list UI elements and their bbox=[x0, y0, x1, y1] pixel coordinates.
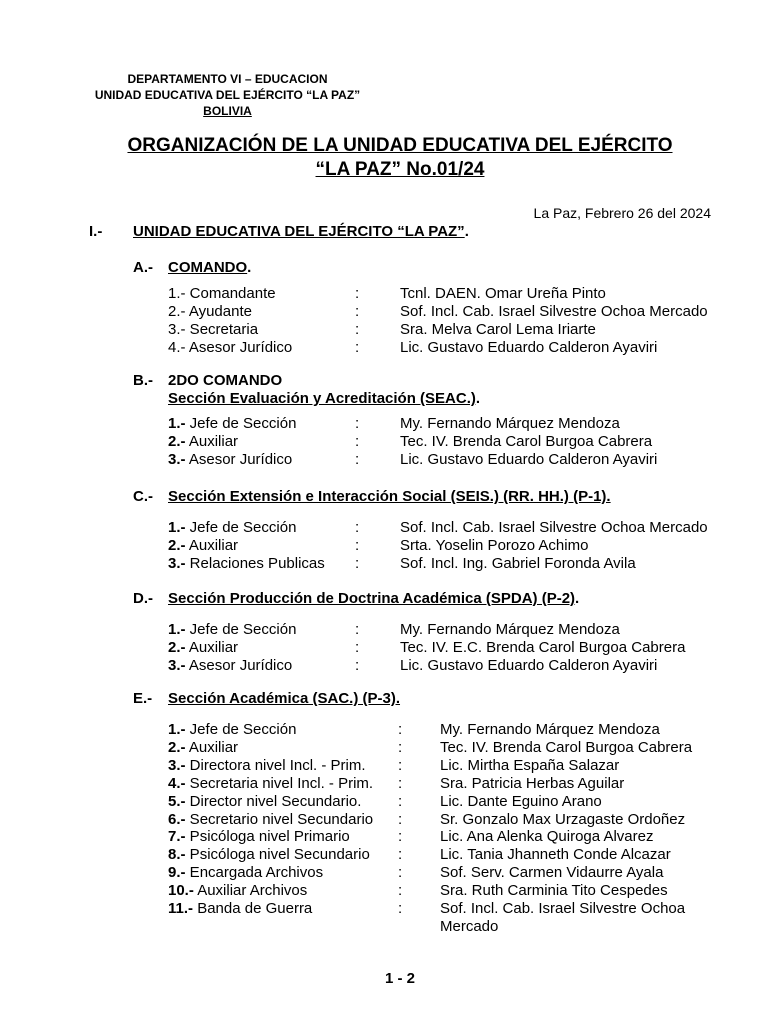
list-item-person: Sof. Incl. Cab. Israel Silvestre Ochoa Mercado bbox=[400, 303, 708, 320]
list-item-label bbox=[168, 864, 323, 882]
section-e-letter: E.- bbox=[133, 690, 153, 707]
list-item-number: 3.- bbox=[168, 321, 186, 338]
list-item-label bbox=[168, 285, 276, 303]
list-item-role: Secretaria nivel Incl. - Prim. bbox=[185, 774, 374, 792]
list-item-role: Secretaria bbox=[185, 321, 259, 338]
list-item-separator: : bbox=[355, 339, 360, 356]
section-c-letter: C.- bbox=[133, 488, 153, 505]
section-a-title bbox=[168, 259, 251, 276]
list-item-number: 6.- bbox=[168, 810, 186, 828]
list-item-person: Sof. Incl. Cab. Israel Silvestre Ochoa Mercado bbox=[440, 900, 686, 935]
section-a-title-text: COMANDO bbox=[168, 259, 248, 276]
list-item-label bbox=[168, 811, 373, 829]
list-item-number: 2.- bbox=[168, 537, 186, 554]
list-item-label bbox=[168, 621, 296, 639]
section-b-subtitle bbox=[168, 390, 480, 407]
list-item-person: Sof. Incl. Cab. Israel Silvestre Ochoa Mercado bbox=[400, 519, 708, 536]
list-item-separator: : bbox=[398, 882, 403, 900]
list-item-person: Lic. Dante Eguino Arano bbox=[440, 792, 602, 810]
list-item-number: 1.- bbox=[168, 621, 186, 638]
list-item-role: Asesor Jurídico bbox=[185, 657, 293, 674]
list-item-separator: : bbox=[355, 555, 360, 572]
header-department: DEPARTAMENTO VI – EDUCACION bbox=[127, 72, 328, 86]
list-item-number: 3.- bbox=[168, 555, 186, 572]
list-item bbox=[168, 811, 748, 829]
list-item-person: Srta. Yoselin Porozo Achimo bbox=[400, 537, 589, 554]
list-item-role: Jefe de Sección bbox=[185, 519, 297, 536]
list-item bbox=[168, 828, 748, 846]
list-item-separator: : bbox=[355, 657, 360, 674]
list-item-role: Jefe de Sección bbox=[185, 415, 297, 432]
list-item-label bbox=[168, 537, 238, 555]
list-item-label bbox=[168, 451, 292, 469]
list-item-label bbox=[168, 828, 350, 846]
list-item-number: 3.- bbox=[168, 657, 186, 674]
list-item bbox=[168, 451, 748, 469]
list-item-label bbox=[168, 657, 292, 675]
section-d-title bbox=[168, 590, 579, 607]
list-item-role: Auxiliar bbox=[185, 433, 239, 450]
list-item-separator: : bbox=[398, 900, 403, 917]
list-item-role: Psicóloga nivel Secundario bbox=[185, 846, 370, 864]
list-item-label bbox=[168, 757, 366, 775]
list-item-separator: : bbox=[398, 810, 403, 828]
part-number: I.- bbox=[89, 223, 103, 240]
list-item-separator: : bbox=[398, 846, 403, 864]
header-country: BOLIVIA bbox=[203, 104, 252, 118]
list-item-role: Jefe de Sección bbox=[185, 721, 297, 738]
list-item bbox=[168, 900, 748, 935]
list-item-label bbox=[168, 433, 238, 451]
list-item-person: My. Fernando Márquez Mendoza bbox=[400, 415, 620, 432]
list-item-separator: : bbox=[355, 285, 360, 302]
list-item-separator: : bbox=[355, 639, 360, 656]
list-item-label bbox=[168, 415, 296, 433]
list-item-person: Sr. Gonzalo Max Urzagaste Ordoñez bbox=[440, 810, 686, 828]
list-item-person: Sra. Melva Carol Lema Iriarte bbox=[400, 321, 596, 338]
list-item-role: Secretario nivel Secundario bbox=[185, 810, 374, 828]
section-b-letter: B.- bbox=[133, 372, 153, 389]
list-item-number: 3.- bbox=[168, 756, 186, 774]
list-item-number: 7.- bbox=[168, 828, 186, 846]
list-item-number: 1.- bbox=[168, 285, 186, 302]
section-d-title-period: . bbox=[575, 590, 580, 607]
list-item-label bbox=[168, 321, 258, 339]
list-item-separator: : bbox=[398, 864, 403, 882]
list-item-person: My. Fernando Márquez Mendoza bbox=[440, 721, 660, 738]
list-item-person: Lic. Gustavo Eduardo Calderon Ayaviri bbox=[400, 657, 658, 674]
list-item-person: Sof. Incl. Ing. Gabriel Foronda Avila bbox=[400, 555, 636, 572]
list-item-separator: : bbox=[355, 519, 360, 536]
list-item-separator: : bbox=[398, 756, 403, 774]
list-item-number: 2.- bbox=[168, 433, 186, 450]
list-item-label bbox=[168, 303, 252, 321]
list-item bbox=[168, 793, 748, 811]
list-item bbox=[168, 657, 748, 675]
list-item-label bbox=[168, 793, 361, 811]
list-item-separator: : bbox=[355, 433, 360, 450]
list-item-role: Asesor Jurídico bbox=[185, 451, 293, 468]
section-e-title: Sección Académica (SAC.) (P-3). bbox=[168, 690, 401, 707]
list-item-person: Lic. Ana Alenka Quiroga Alvarez bbox=[440, 828, 654, 846]
list-item-label bbox=[168, 339, 292, 357]
list-item-number: 10.- bbox=[168, 882, 194, 900]
section-d-title-text: Sección Producción de Doctrina Académica (SPDA) (P-2) bbox=[168, 590, 576, 607]
list-item bbox=[168, 846, 748, 864]
list-item-person: Sof. Serv. Carmen Vidaurre Ayala bbox=[440, 864, 664, 882]
list-item-role: Auxiliar bbox=[185, 738, 239, 756]
list-item bbox=[168, 519, 748, 537]
list-item-role: Ayudante bbox=[185, 303, 252, 320]
list-item-role: Banda de Guerra bbox=[193, 900, 313, 917]
list-item-separator: : bbox=[355, 303, 360, 320]
list-item bbox=[168, 639, 748, 657]
list-item bbox=[168, 537, 748, 555]
list-item-role: Auxiliar bbox=[185, 537, 239, 554]
list-item-person: Lic. Tania Jhanneth Conde Alcazar bbox=[440, 846, 671, 864]
list-item-label bbox=[168, 775, 373, 793]
list-item-label bbox=[168, 739, 238, 757]
part-title bbox=[133, 223, 469, 240]
section-c-title: Sección Extensión e Interacción Social (SEIS.) (RR. HH.) (P-1). bbox=[168, 488, 611, 505]
document-date: La Paz, Febrero 26 del 2024 bbox=[533, 205, 711, 221]
list-item-number: 4.- bbox=[168, 339, 186, 356]
list-item bbox=[168, 864, 748, 882]
list-item-person: Lic. Mirtha España Salazar bbox=[440, 756, 620, 774]
list-item-number: 8.- bbox=[168, 846, 186, 864]
list-item-person: My. Fernando Márquez Mendoza bbox=[400, 621, 620, 638]
part-title-period: . bbox=[464, 223, 469, 240]
list-item-role: Director nivel Secundario. bbox=[185, 792, 362, 810]
list-item-number: 5.- bbox=[168, 792, 186, 810]
list-item-label bbox=[168, 721, 296, 739]
list-item-label bbox=[168, 846, 370, 864]
list-item-role: Directora nivel Incl. - Prim. bbox=[185, 756, 366, 774]
list-item-number: 1.- bbox=[168, 415, 186, 432]
list-item-number: 2.- bbox=[168, 303, 186, 320]
list-item bbox=[168, 433, 748, 451]
section-b-title: 2DO COMANDO bbox=[168, 372, 283, 389]
list-item bbox=[168, 321, 748, 339]
list-item-role: Relaciones Publicas bbox=[185, 555, 325, 572]
list-item-separator: : bbox=[355, 537, 360, 554]
list-item-person: Lic. Gustavo Eduardo Calderon Ayaviri bbox=[400, 451, 658, 468]
list-item-number: 2.- bbox=[168, 738, 186, 756]
list-item-separator: : bbox=[398, 721, 403, 738]
list-item-number: 2.- bbox=[168, 639, 186, 656]
list-item-separator: : bbox=[398, 774, 403, 792]
list-item-separator: : bbox=[355, 321, 360, 338]
list-item-person: Tcnl. DAEN. Omar Ureña Pinto bbox=[400, 285, 606, 302]
list-item bbox=[168, 721, 748, 739]
list-item-person: Lic. Gustavo Eduardo Calderon Ayaviri bbox=[400, 339, 658, 356]
list-item-separator: : bbox=[355, 415, 360, 432]
section-b-subtitle-period: . bbox=[475, 390, 481, 407]
list-item-role: Encargada Archivos bbox=[185, 864, 324, 882]
list-item-number: 3.- bbox=[168, 451, 186, 468]
section-a-letter: A.- bbox=[133, 259, 153, 276]
list-item-number: 9.- bbox=[168, 864, 186, 882]
document-title-line2: “LA PAZ” No.01/24 bbox=[315, 159, 485, 180]
list-item-separator: : bbox=[398, 792, 403, 810]
list-item-role: Comandante bbox=[185, 285, 276, 302]
header-unit: UNIDAD EDUCATIVA DEL EJÉRCITO “LA PAZ” bbox=[94, 88, 361, 102]
list-item-person: Tec. IV. Brenda Carol Burgoa Cabrera bbox=[440, 738, 693, 756]
list-item bbox=[168, 303, 748, 321]
list-item bbox=[168, 285, 748, 303]
list-item-separator: : bbox=[398, 828, 403, 846]
list-item-number: 1.- bbox=[168, 519, 186, 536]
section-a-title-period: . bbox=[247, 259, 252, 276]
list-item-role: Auxiliar Archivos bbox=[193, 882, 308, 900]
list-item-role: Psicóloga nivel Primario bbox=[185, 828, 350, 846]
list-item bbox=[168, 415, 748, 433]
list-item bbox=[168, 621, 748, 639]
list-item-number: 1.- bbox=[168, 721, 186, 738]
section-d-letter: D.- bbox=[133, 590, 153, 607]
list-item-person: Sra. Ruth Carminia Tito Cespedes bbox=[440, 882, 668, 900]
document-title-line1: ORGANIZACIÓN DE LA UNIDAD EDUCATIVA DEL EJÉRCITO bbox=[127, 135, 673, 156]
section-b-subtitle-text: Sección Evaluación y Acreditación (SEAC.) bbox=[168, 390, 476, 407]
list-item-label bbox=[168, 555, 325, 573]
list-item-role: Asesor Jurídico bbox=[185, 339, 293, 356]
list-item-label bbox=[168, 900, 312, 918]
list-item-label bbox=[168, 882, 307, 900]
list-item-label bbox=[168, 639, 238, 657]
list-item-separator: : bbox=[355, 621, 360, 638]
list-item bbox=[168, 757, 748, 775]
list-item-label bbox=[168, 519, 296, 537]
list-item-number: 4.- bbox=[168, 774, 186, 792]
list-item-number: 11.- bbox=[168, 900, 194, 917]
part-title-text: UNIDAD EDUCATIVA DEL EJÉRCITO “LA PAZ” bbox=[133, 223, 465, 240]
list-item bbox=[168, 339, 748, 357]
list-item-separator: : bbox=[398, 738, 403, 756]
list-item bbox=[168, 775, 748, 793]
list-item-role: Jefe de Sección bbox=[185, 621, 297, 638]
list-item-person: Tec. IV. E.C. Brenda Carol Burgoa Cabrera bbox=[400, 639, 686, 656]
list-item-person: Sra. Patricia Herbas Aguilar bbox=[440, 774, 625, 792]
list-item bbox=[168, 555, 748, 573]
list-item-person: Tec. IV. Brenda Carol Burgoa Cabrera bbox=[400, 433, 653, 450]
list-item-separator: : bbox=[355, 451, 360, 468]
list-item bbox=[168, 882, 748, 900]
page-number: 1 - 2 bbox=[384, 970, 415, 987]
list-item-role: Auxiliar bbox=[185, 639, 239, 656]
list-item bbox=[168, 739, 748, 757]
